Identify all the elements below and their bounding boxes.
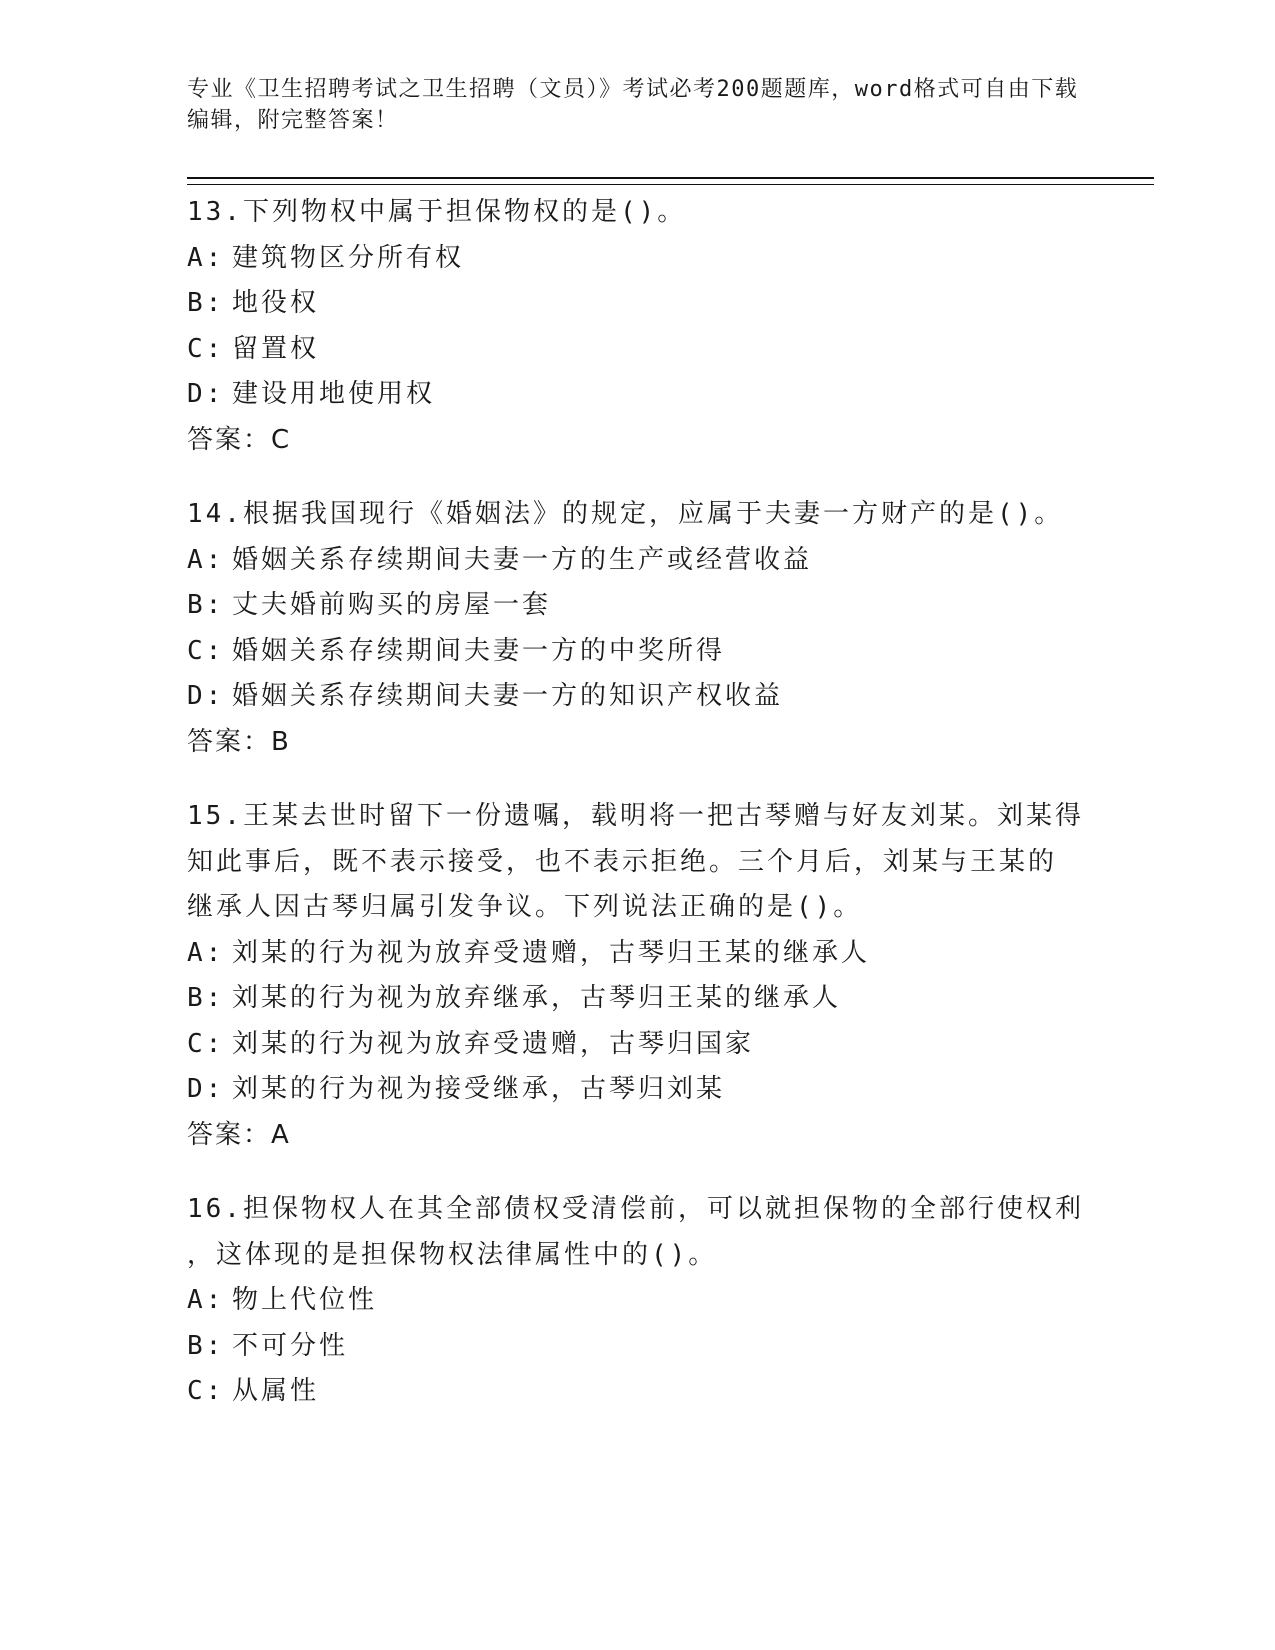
answer-line: 答案：A — [187, 1119, 291, 1150]
option-text: 建筑物区分所有权 — [232, 242, 465, 273]
option-key: C: — [187, 635, 225, 666]
option-text: 婚姻关系存续期间夫妻一方的中奖所得 — [232, 635, 726, 666]
option-key: B: — [187, 983, 225, 1013]
question-stem-line: 16.担保物权人在其全部债权受清偿前，可以就担保物的全部行使权利 — [187, 1194, 1084, 1224]
option-b — [187, 583, 1087, 629]
option-d — [187, 372, 1087, 418]
option-c — [187, 1022, 1087, 1068]
question-stem-line: 15.王某去世时留下一份遗嘱，载明将一把古琴赠与好友刘某。刘某得 — [187, 801, 1084, 831]
answer-line: 答案：C — [187, 424, 292, 455]
option-c — [187, 327, 1087, 373]
option-c — [187, 1369, 1087, 1415]
option-a — [187, 236, 1087, 282]
option-key: D: — [187, 379, 225, 409]
question-stem: 14.根据我国现行《婚姻法》的规定，应属于夫妻一方财产的是()。 — [187, 499, 1064, 529]
question-stem-line: ，这体现的是担保物权法律属性中的()。 — [187, 1239, 718, 1270]
option-key: D: — [187, 681, 225, 711]
option-text: 地役权 — [232, 288, 320, 318]
question-list — [187, 190, 1087, 1444]
option-text: 刘某的行为视为接受继承，古琴归刘某 — [232, 1074, 726, 1104]
question-15 — [187, 794, 1087, 1158]
option-a — [187, 931, 1087, 977]
option-key: D: — [187, 1074, 225, 1104]
option-key: A: — [187, 937, 225, 968]
option-key: C: — [187, 333, 225, 364]
option-a — [187, 538, 1087, 584]
option-text: 留置权 — [232, 333, 320, 364]
option-text: 建设用地使用权 — [232, 379, 436, 409]
option-text: 物上代位性 — [232, 1285, 378, 1315]
option-c — [187, 629, 1087, 675]
option-text: 刘某的行为视为放弃受遗赠，古琴归王某的继承人 — [232, 937, 871, 968]
option-text: 从属性 — [232, 1376, 320, 1406]
option-text: 丈夫婚前购买的房屋一套 — [232, 590, 552, 620]
option-key: A: — [187, 242, 225, 273]
option-key: B: — [187, 590, 225, 620]
answer-line: 答案：B — [187, 726, 291, 757]
question-16 — [187, 1187, 1087, 1415]
question-stem-line: 知此事后，既不表示接受，也不表示拒绝。三个月后，刘某与王某的 — [187, 846, 1058, 877]
option-b — [187, 976, 1087, 1022]
option-d — [187, 674, 1087, 720]
option-key: B: — [187, 1330, 225, 1361]
option-key: C: — [187, 1028, 225, 1059]
option-text: 刘某的行为视为放弃受遗赠，古琴归国家 — [232, 1028, 755, 1059]
question-13 — [187, 190, 1087, 463]
option-text: 婚姻关系存续期间夫妻一方的知识产权收益 — [232, 681, 784, 711]
header-divider-thick — [187, 177, 1154, 179]
option-text: 婚姻关系存续期间夫妻一方的生产或经营收益 — [232, 544, 813, 575]
question-14 — [187, 492, 1087, 765]
option-key: A: — [187, 544, 225, 575]
option-key: C: — [187, 1376, 225, 1406]
option-text: 不可分性 — [232, 1330, 349, 1361]
option-key: B: — [187, 288, 225, 318]
option-b — [187, 281, 1087, 327]
document-header: 专业《卫生招聘考试之卫生招聘（文员）》考试必考200题题库，word格式可自由下载编辑，附完整答案！ — [187, 77, 1079, 133]
option-b — [187, 1324, 1087, 1370]
option-d — [187, 1067, 1087, 1113]
option-a — [187, 1278, 1087, 1324]
option-key: A: — [187, 1285, 225, 1315]
question-stem-line: 继承人因古琴归属引发争议。下列说法正确的是()。 — [187, 892, 863, 922]
option-text: 刘某的行为视为放弃继承，古琴归王某的继承人 — [232, 983, 842, 1013]
header-divider-thin — [187, 184, 1154, 185]
question-stem: 13.下列物权中属于担保物权的是()。 — [187, 197, 687, 227]
